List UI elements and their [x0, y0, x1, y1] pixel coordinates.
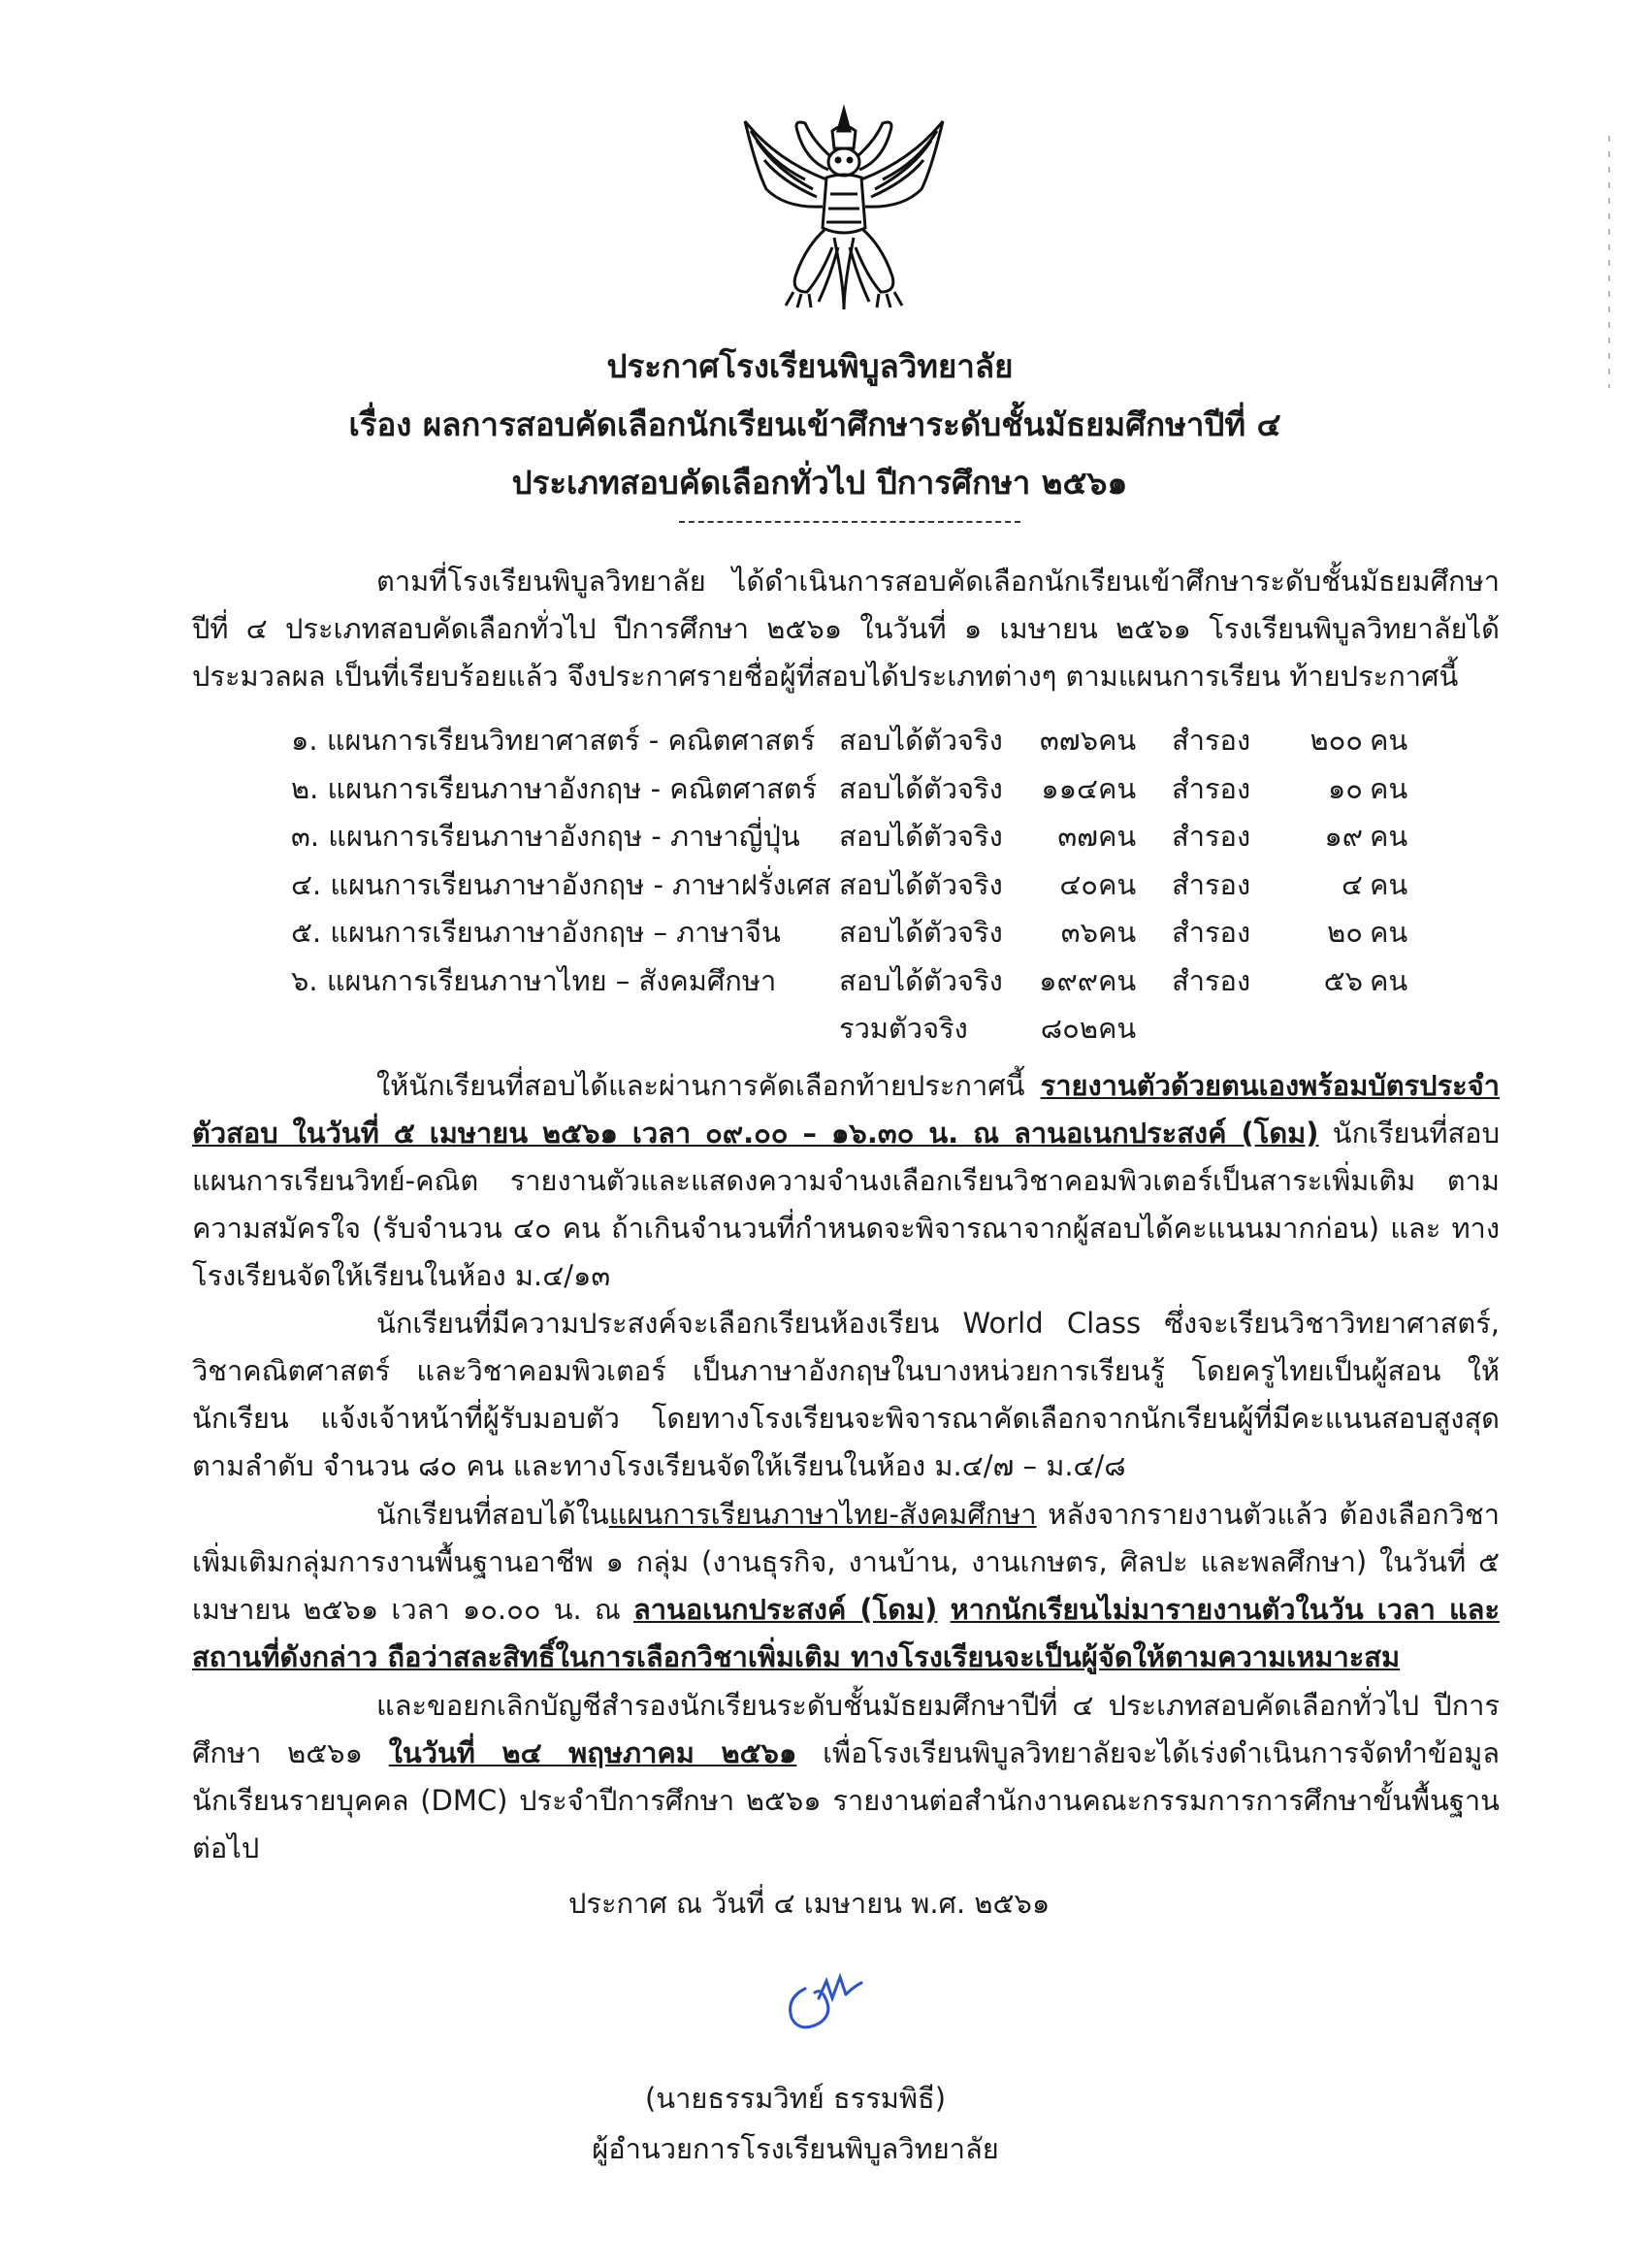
elective-place-highlight: ลานอเนกประสงค์ (โดม): [632, 1593, 938, 1626]
plan-label: ๔. แผนการเรียนภาษาอังกฤษ - ภาษาฝรั่งเศส: [291, 867, 831, 901]
pass-label: สอบได้ตัวจริง: [839, 963, 1003, 997]
reserve-count: ๕๖: [1323, 963, 1363, 997]
title-separator: [679, 521, 1020, 523]
elective-warning-highlight: หากนักเรียนไม่มารายงานตัวในวัน เวลา และ สถานที่ดังกล่าว ถือว่าสละสิทธิ์ในการเลือกวิชาเพิ่มเติม ทางโรงเรียนจะเป็นผู้จัดให้ตามความเหมาะสม: [192, 1593, 1501, 1673]
elective-text-a: นักเรียนที่สอบได้ใน: [376, 1498, 609, 1531]
pass-count: ๓๗: [1057, 820, 1098, 853]
total-count: ๘๐๒: [1040, 1012, 1098, 1045]
intro-paragraph: [192, 558, 1500, 700]
pass-count: ๓๗๖: [1039, 724, 1098, 757]
reserve-label: สำรอง: [1172, 867, 1251, 901]
unit-label: คน: [1370, 867, 1408, 901]
unit-label: คน: [1370, 771, 1408, 805]
elective-text-c: หลังจากรายงานตัวแล้ว ต้องเลือกวิชา เพิ่มเติมกลุ่มการงานพื้นฐานอาชีพ ๑ กลุ่ม (งานธุรกิจ, งานบ้าน, งานเกษตร, ศิลปะ และพลศึกษา) ในวันที่ ๕ เมษายน ๒๕๖๑ เวลา ๑๐.๐๐ น. ณ: [192, 1498, 1500, 1626]
unit-label: คน: [1098, 771, 1137, 805]
cancel-reserve-text-c: เพื่อโรงเรียนพิบูลวิทยาลัยจะได้เร่งดำเนินการจัดทำข้อมูล นักเรียนรายบุคคล (DMC) ประจำปีการศึกษา ๒๕๖๑ รายงานต่อสำนักงานคณะกรรมการการศึกษาขั้นพื้นฐานต่อไป: [192, 1736, 1500, 1864]
plan-row: [291, 766, 1455, 815]
signer-name: (นายธรรมวิทย์ ธรรมพิธี): [644, 2082, 947, 2115]
title-line-3: ประเภทสอบคัดเลือกทั่วไป ปีการศึกษา ๒๕๖๑: [511, 464, 1128, 502]
reserve-label: สำรอง: [1172, 724, 1251, 757]
pass-label: สอบได้ตัวจริง: [839, 867, 1003, 901]
plan-label: ๑. แผนการเรียนวิทยาศาสตร์ - คณิตศาสตร์: [291, 724, 816, 757]
reserve-label: สำรอง: [1172, 963, 1251, 997]
reserve-label: สำรอง: [1172, 916, 1251, 949]
signer-title: ผู้อำนวยการโรงเรียนพิบูลวิทยาลัย: [592, 2132, 999, 2165]
pass-count: ๑๙๙: [1039, 963, 1098, 997]
plan-label: ๖. แผนการเรียนภาษาไทย – สังคมศึกษา: [291, 963, 777, 997]
plan-label: ๓. แผนการเรียนภาษาอังกฤษ - ภาษาญี่ปุ่น: [291, 820, 800, 853]
unit-label: คน: [1370, 724, 1408, 757]
report-date-highlight: รายงานตัวด้วยตนเองพร้อมบัตรประจำตัวสอบ ในวันที่ ๕ เมษายน ๒๕๖๑ เวลา ๐๙.๐๐ – ๑๖.๓๐ น. ณ ลานอเนกประสงค์ (โดม): [192, 1069, 1500, 1150]
report-paragraph: [192, 1062, 1500, 1300]
unit-label: คน: [1098, 916, 1137, 949]
pass-label: สอบได้ตัวจริง: [839, 820, 1003, 853]
document-title: [0, 338, 1649, 512]
title-line-2: เรื่อง ผลการสอบคัดเลือกนักเรียนเข้าศึกษาระดับชั้นมัธยมศึกษาปีที่ ๔: [348, 405, 1281, 443]
reserve-label: สำรอง: [1172, 820, 1251, 853]
unit-label: คน: [1098, 963, 1137, 997]
unit-label: คน: [1098, 1012, 1137, 1045]
pass-label: สอบได้ตัวจริง: [839, 916, 1003, 949]
unit-label: คน: [1370, 916, 1408, 949]
reserve-count: ๒๐: [1327, 916, 1363, 949]
pass-count: ๑๑๔: [1041, 771, 1098, 805]
reserve-count: ๑๐: [1327, 771, 1363, 805]
plan-row: [291, 814, 1455, 862]
reserve-count: ๒๐๐: [1310, 724, 1363, 757]
intro-text: ตามที่โรงเรียนพิบูลวิทยาลัย ได้ดำเนินการสอบคัดเลือกนักเรียนเข้าศึกษาระดับชั้นมัธยมศึกษาปีที่ ๔ ประเภทสอบคัดเลือกทั่วไป ปีการศึกษา ๒๕๖๑ ในวันที่ ๑ เมษายน ๒๕๖๑ โรงเรียนพิบูลวิทยาลัยได้ประมวลผล เป็นที่เรียบร้อยแล้ว จึงประกาศรายชื่อผู้ที่สอบได้ประเภทต่างๆ ตามแผนการเรียน ท้ายประกาศนี้: [192, 565, 1500, 693]
title-line-1: ประกาศโรงเรียนพิบูลวิทยาลัย: [606, 347, 1014, 385]
plans-list: [291, 718, 1455, 1054]
plan-row: [291, 862, 1455, 911]
plan-row: [291, 958, 1455, 1007]
spacer-text: [937, 1593, 950, 1626]
plan-label: ๒. แผนการเรียนภาษาอังกฤษ - คณิตศาสตร์: [291, 771, 818, 805]
unit-label: คน: [1098, 724, 1137, 757]
total-label: รวมตัวจริง: [839, 1012, 968, 1045]
elective-plan-highlight: แผนการเรียนภาษาไทย-สังคมศึกษา: [608, 1498, 1037, 1531]
cancel-reserve-text-a: และขอยกเลิกบัญชีสำรองนักเรียนระดับชั้นมัธยมศึกษาปีที่ ๔ ประเภทสอบคัดเลือกทั่วไป ปีการศึกษา ๒๕๖๑: [192, 1689, 1500, 1769]
reserve-count: ๔: [1342, 867, 1363, 901]
reserve-count: ๑๙: [1324, 820, 1363, 853]
total-row: [291, 1006, 1455, 1054]
plan-label: ๕. แผนการเรียนภาษาอังกฤษ – ภาษาจีน: [291, 916, 781, 949]
report-text: ให้นักเรียนที่สอบได้และผ่านการคัดเลือกท้ายประกาศนี้: [376, 1069, 1041, 1102]
cancel-reserve-paragraph: [192, 1682, 1500, 1872]
cancel-date-highlight: ในวันที่ ๒๔ พฤษภาคม ๒๕๖๑: [388, 1736, 797, 1769]
signature-icon: [776, 1960, 892, 2037]
pass-label: สอบได้ตัวจริง: [839, 771, 1003, 805]
pass-count: ๓๖: [1060, 916, 1098, 949]
garuda-emblem-icon: [737, 102, 951, 315]
announce-date: ประกาศ ณ วันที่ ๔ เมษายน พ.ศ. ๒๕๖๑: [568, 1887, 1051, 1920]
unit-label: คน: [1098, 867, 1137, 901]
unit-label: คน: [1370, 963, 1408, 997]
report-computer-text: นักเรียนที่สอบแผนการเรียนวิทย์-คณิต รายงานตัวและแสดงความจำนงเลือกเรียนวิชาคอมพิวเตอร์เป็นสาระเพิ่มเติม ตามความสมัครใจ (รับจำนวน ๔๐ คน ถ้าเกินจำนวนที่กำหนดจะพิจารณาจากผู้สอบได้คะแนนมากก่อน) และ ทางโรงเรียนจัดให้เรียนในห้อง ม.๔/๑๓: [192, 1117, 1500, 1292]
pass-label: สอบได้ตัวจริง: [839, 724, 1003, 757]
pass-count: ๔๐: [1059, 867, 1098, 901]
plan-row: [291, 718, 1455, 766]
world-class-text: นักเรียนที่มีความประสงค์จะเลือกเรียนห้องเรียน World Class ซึ่งจะเรียนวิชาวิทยาศาสตร์, วิชาคณิตศาสตร์ และวิชาคอมพิวเตอร์ เป็นภาษาอังกฤษในบางหน่วยการเรียนรู้ โดยครูไทยเป็นผู้สอน ให้นักเรียน แจ้งเจ้าหน้าที่ผู้รับมอบตัว โดยทางโรงเรียนจะพิจารณาคัดเลือกจากนักเรียนผู้ที่มีคะแนนสอบสูงสุดตามลำดับ จำนวน ๘๐ คน และทางโรงเรียนจัดให้เรียนในห้อง ม.๔/๗ – ม.๔/๘: [192, 1307, 1500, 1482]
reserve-label: สำรอง: [1172, 771, 1251, 805]
world-class-paragraph: [192, 1300, 1500, 1490]
plan-row: [291, 910, 1455, 958]
elective-paragraph: [192, 1491, 1500, 1681]
unit-label: คน: [1370, 820, 1408, 853]
unit-label: คน: [1098, 820, 1137, 853]
